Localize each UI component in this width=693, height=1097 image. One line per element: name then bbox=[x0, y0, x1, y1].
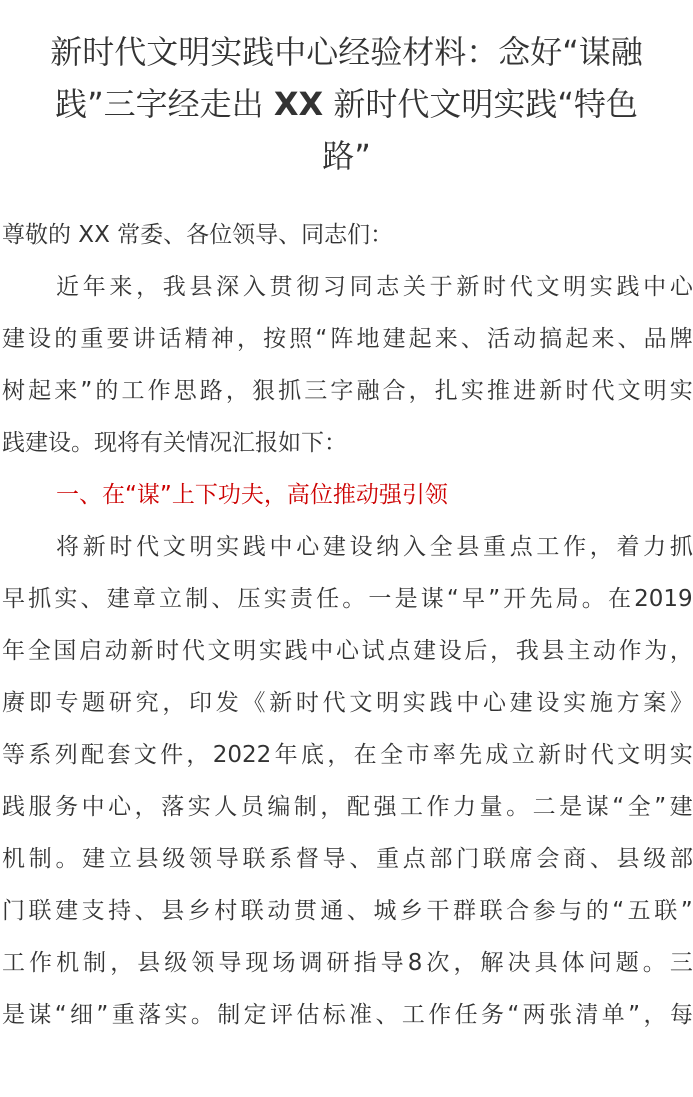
paragraph-2-line-7: 机 制 。 建 立 县 级 领 导 联 系 督 导 、 重 点 部 门 联 席 会 商 、 县 级 部 bbox=[2, 846, 693, 872]
paragraph-1-line-1: 近 年 来 ， 我 县 深 入 贯 彻 习 同 志 关 于 新 时 代 文 明 实 践 中 心 bbox=[56, 274, 693, 300]
paragraph-2-line-2: 早 抓 实 、 建 章 立 制 、 压 实 责 任 。 一 是 谋 “ 早 ” 开 先 局 。 在 2019 bbox=[2, 586, 693, 612]
title-line-1: 新时代文明实践中心经验材料：念好“谋融 bbox=[50, 33, 643, 71]
paragraph-1-line-3: 树 起 来 ” 的 工 作 思 路 ， 狠 抓 三 字 融 合 ， 扎 实 推 进 新 时 代 文 明 实 bbox=[2, 378, 693, 404]
title-line-2-part-a: 践”三字经走出 bbox=[55, 85, 274, 123]
paragraph-2-line-9: 工 作 机 制 ， 县 级 领 导 现 场 调 研 指 导 8 次 ， 解 决 具 体 问 题 。 三 bbox=[2, 950, 693, 976]
salutation: 尊敬的 XX 常委、各位领导、同志们： bbox=[2, 222, 394, 248]
paragraph-2-line-1: 将 新 时 代 文 明 实 践 中 心 建 设 纳 入 全 县 重 点 工 作 ， 着 力 抓 bbox=[56, 534, 693, 560]
document-body bbox=[2, 209, 693, 1041]
paragraph-2-line-5: 等 系 列 配 套 文 件 ， 2022 年 底 ， 在 全 市 率 先 成 立 新 时 代 文 明 实 bbox=[2, 742, 693, 768]
title-line-2-part-b: 新时代文明实践“特色 bbox=[323, 85, 638, 123]
paragraph-2-line-10: 是 谋 “ 细 ” 重 落 实 。 制 定 评 估 标 准 、 工 作 任 务 “ 两 张 清 单 ” ， 每 bbox=[2, 1002, 693, 1028]
title-line-2 bbox=[4, 78, 689, 130]
title-line-3: 路” bbox=[322, 137, 371, 175]
title-line-2-xx: XX bbox=[273, 85, 324, 123]
paragraph-1-line-2: 建 设 的 重 要 讲 话 精 神 ， 按 照 “ 阵 地 建 起 来 、 活 动 搞 起 来 、 品 牌 bbox=[2, 326, 693, 352]
document-title bbox=[4, 26, 689, 182]
paragraph-2-line-3: 年 全 国 启 动 新 时 代 文 明 实 践 中 心 试 点 建 设 后 ， 我 县 主 动 作 为 ， bbox=[2, 638, 693, 664]
paragraph-2-line-4: 赓 即 专 题 研 究 ， 印 发 《 新 时 代 文 明 实 践 中 心 建 设 实 施 方 案 》 bbox=[2, 690, 693, 716]
paragraph-1-line-4: 践建设。现将有关情况汇报如下： bbox=[2, 430, 347, 456]
paragraph-2-line-8: 门 联 建 支 持 、 县 乡 村 联 动 贯 通 、 城 乡 干 群 联 合 参 与 的 “ 五 联 ” bbox=[2, 898, 693, 924]
paragraph-2-line-6: 践 服 务 中 心 ， 落 实 人 员 编 制 ， 配 强 工 作 力 量 。 二 是 谋 “ 全 ” 建 bbox=[2, 794, 693, 820]
section-1-heading: 一、在“谋”上下功夫，高位推动强引领 bbox=[56, 482, 448, 508]
